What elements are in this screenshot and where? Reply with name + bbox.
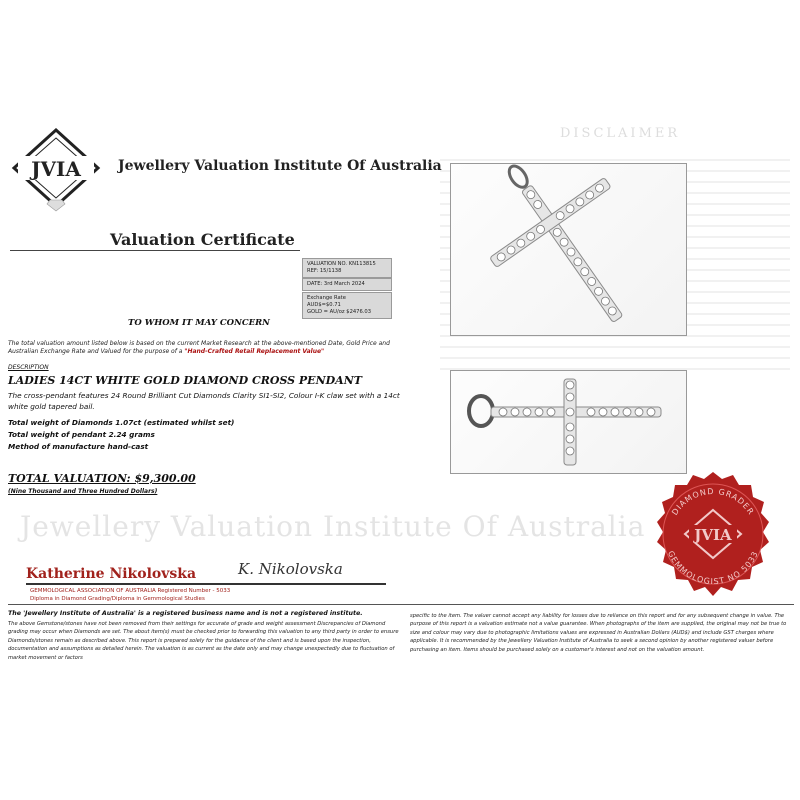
valuer-signature: K. Nikolovska (238, 560, 343, 578)
total-valuation: TOTAL VALUATION: $9,300.00 (8, 472, 196, 485)
certificate-title: Valuation Certificate (110, 230, 295, 249)
org-name: Jewellery Valuation Institute Of Australia (118, 158, 442, 174)
seal-top-text: DIAMOND GRADER (670, 486, 756, 517)
footer-disclaimer-right: specific to the item. The valuer cannot accept any liability for losses due to reliance on this report and for any subsequent change in value. The purpose of this report is a valuation estimate not a value guarantee. When photographs of the item are supplied, the original may not be true to size and colour may vary due to photographic limitations values are expressed in Australian Dollars (AUD$) and include GST charges where applicable. It is recommended by the Jewellery Valuation Institute of Australia to seek a second opinion by another registered valuer before purchasing an item. Items should be purchased solely on a customer's interest and not on the valuation amount. (410, 613, 787, 653)
footer-disclaimer-left: The above Gemstone/stones have not been removed from their settings for accurate of grade and weight assessment Discrepancies of Diamond grading may occur when Diamonds are set. The about item(s) must be checked prior to forwarding this valuation to any third party in order to ensure Diamonds/stones remain as described above. This report is prepared solely for the guidance of the client and is based upon the inspection, documentation and assumptions as detailed herein. The valuation is as current as the date only and may change unexpectedly due to fluctuation of market movement or factors (8, 621, 399, 661)
footer-divider (8, 604, 794, 605)
signature-line (26, 583, 386, 585)
seal-logo-text: JVIA (694, 526, 732, 544)
seal-bottom-text: GEMMOLOGIST NO 5033 (665, 549, 761, 587)
exchange-label: Exchange Rate (307, 295, 346, 301)
valuer-diploma: Diploma in Diamond Grading/Diploma in Gemmological Studies (30, 596, 205, 602)
pendant-photo-side (450, 370, 687, 474)
cross-pendant-image (451, 164, 685, 334)
disclaimer-watermark: DISCLAIMER (560, 126, 681, 141)
title-divider (10, 250, 300, 251)
intro-line-1: The total valuation amount listed below is based on the current Market Research at the above-mentioned Date, Gold (8, 340, 361, 347)
total-valuation-words: (Nine Thousand and Three Hundred Dollars) (8, 488, 158, 495)
description-label: DESCRIPTION (8, 364, 49, 371)
rates-box (302, 292, 392, 319)
item-description: The cross-pendant features 24 Round Brilliant Cut Diamonds Clarity SI1-SI2, Colour I-K claw set with a 14ct white gold tapered bail. (8, 391, 400, 411)
valuation-date: DATE: 3rd March 2024 (307, 281, 365, 287)
valuer-name: Katherine Nikolovska (26, 566, 197, 582)
jvia-logo-icon (10, 128, 102, 212)
item-title: LADIES 14CT WHITE GOLD DIAMOND CROSS PENDANT (8, 374, 362, 387)
footer-heading: The 'Jewellery Institute of Australia' is a registered business name and is not a registered institute. (8, 610, 363, 617)
valuation-purpose: "Hand-Crafted Retail Replacement Value" (184, 348, 325, 355)
gold-price: GOLD = AU/oz $2476.03 (307, 309, 372, 315)
spec-pendant-weight: Total weight of pendant 2.24 grams (8, 430, 155, 439)
salutation: TO WHOM IT MAY CONCERN (128, 318, 270, 328)
exchange-rate: AUD$=$0.71 (307, 302, 341, 308)
spec-manufacture: Method of manufacture hand-cast (8, 442, 149, 451)
pendant-photo-front (450, 163, 687, 336)
valuation-ref-box (302, 258, 392, 278)
institute-watermark: Jewellery Valuation Institute Of Australia (20, 510, 646, 543)
diamond-grader-seal-icon (647, 470, 779, 602)
intro-line-2: Price and Australian Exchange Rate and Valued for the purpose of a (8, 340, 390, 355)
spec-diamond-weight: Total weight of Diamonds 1.07ct (estimated whilst set) (8, 418, 235, 427)
reference-number: REF: 15/1138 (307, 268, 342, 274)
cross-pendant-side-image (451, 371, 685, 472)
valuation-number: VALUATION NO. KN113815 (307, 261, 376, 267)
date-box (302, 278, 392, 291)
intro-paragraph (8, 340, 408, 356)
logo-text: JVIA (31, 157, 81, 181)
valuer-association: GEMMOLOGICAL ASSOCIATION OF AUSTRALIA Registered Number - 5033 (30, 588, 231, 594)
